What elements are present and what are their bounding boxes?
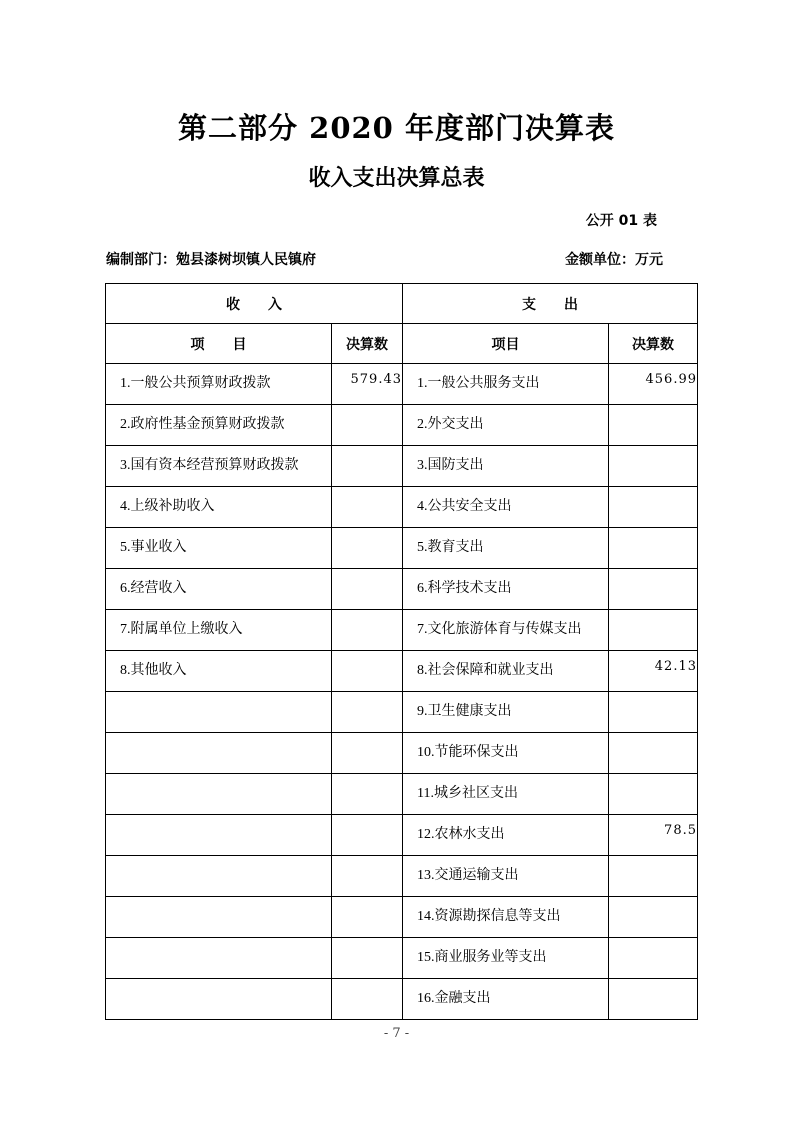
page-number: - 7 - bbox=[383, 1026, 410, 1041]
expenditure-item bbox=[403, 651, 609, 692]
income-amount bbox=[332, 979, 403, 1020]
table-row bbox=[106, 446, 698, 487]
expenditure-item-number: 4. bbox=[417, 499, 428, 514]
income-section-header: 收 入 bbox=[106, 284, 403, 324]
income-item-number: 4. bbox=[120, 499, 131, 514]
income-item-label: 政府性基金预算财政拨款 bbox=[130, 416, 285, 432]
expenditure-amount-value: 42.13 bbox=[654, 659, 697, 674]
expenditure-amount-value bbox=[609, 446, 697, 454]
expenditure-amount bbox=[609, 733, 698, 774]
expenditure-amount bbox=[609, 651, 698, 692]
expenditure-amount-value bbox=[609, 569, 697, 577]
table-row bbox=[106, 938, 698, 979]
expenditure-amount bbox=[609, 897, 698, 938]
income-amount bbox=[332, 897, 403, 938]
income-item bbox=[106, 938, 332, 979]
budget-table bbox=[105, 283, 698, 1020]
income-amount bbox=[332, 364, 403, 405]
expenditure-item bbox=[403, 938, 609, 979]
income-amount-value bbox=[332, 610, 402, 618]
income-item-label: 事业收入 bbox=[130, 539, 187, 555]
income-amount bbox=[332, 856, 403, 897]
income-item bbox=[106, 487, 332, 528]
expenditure-amount-value bbox=[609, 610, 697, 618]
page-title: 第二部分 2020 年度部门决算表 bbox=[178, 111, 615, 145]
income-item bbox=[106, 405, 332, 446]
expenditure-amount-value bbox=[609, 692, 697, 700]
expenditure-amount bbox=[609, 487, 698, 528]
table-row bbox=[106, 610, 698, 651]
income-item-number: 1. bbox=[120, 376, 131, 391]
income-amount-value bbox=[332, 774, 402, 782]
expenditure-amount bbox=[609, 774, 698, 815]
expenditure-amount-value bbox=[609, 774, 697, 782]
income-item-number: 2. bbox=[120, 417, 131, 432]
expenditure-item-label: 教育支出 bbox=[427, 539, 484, 555]
expenditure-item-number: 12. bbox=[417, 827, 435, 842]
table-row bbox=[106, 897, 698, 938]
expenditure-item bbox=[403, 815, 609, 856]
expenditure-item-number: 3. bbox=[417, 458, 428, 473]
expenditure-item-number: 2. bbox=[417, 417, 428, 432]
table-row bbox=[106, 815, 698, 856]
income-amount bbox=[332, 405, 403, 446]
income-amount bbox=[332, 733, 403, 774]
expenditure-item-label: 外交支出 bbox=[427, 416, 484, 432]
column-header-row bbox=[106, 324, 698, 364]
income-amount bbox=[332, 610, 403, 651]
income-amount bbox=[332, 487, 403, 528]
expenditure-amount-value bbox=[609, 733, 697, 741]
expenditure-item-number: 8. bbox=[417, 663, 428, 678]
expenditure-amount bbox=[609, 364, 698, 405]
expenditure-amount-value bbox=[609, 528, 697, 536]
income-amount-value bbox=[332, 405, 402, 413]
income-item bbox=[106, 569, 332, 610]
income-amount-value bbox=[332, 692, 402, 700]
income-item bbox=[106, 774, 332, 815]
expenditure-item bbox=[403, 979, 609, 1020]
income-item-number: 8. bbox=[120, 663, 131, 678]
income-amount bbox=[332, 569, 403, 610]
income-amount-value bbox=[332, 897, 402, 905]
expenditure-amount bbox=[609, 569, 698, 610]
expenditure-item-label: 资源勘探信息等支出 bbox=[434, 908, 561, 924]
income-amount-header: 决算数 bbox=[332, 324, 403, 364]
section-header-row bbox=[106, 284, 698, 324]
expenditure-item bbox=[403, 856, 609, 897]
department-label: 编制部门：勉县漆树坝镇人民镇府 bbox=[106, 252, 316, 268]
income-amount-value bbox=[332, 651, 402, 659]
expenditure-amount bbox=[609, 815, 698, 856]
income-amount bbox=[332, 774, 403, 815]
expenditure-amount-value bbox=[609, 405, 697, 413]
expenditure-item-number: 13. bbox=[417, 868, 435, 883]
income-amount bbox=[332, 815, 403, 856]
income-amount bbox=[332, 692, 403, 733]
table-row bbox=[106, 528, 698, 569]
expenditure-item-number: 11. bbox=[417, 786, 434, 801]
expenditure-amount-value bbox=[609, 897, 697, 905]
expenditure-item-label: 交通运输支出 bbox=[434, 867, 519, 883]
income-item bbox=[106, 528, 332, 569]
income-amount-value bbox=[332, 856, 402, 864]
expenditure-item bbox=[403, 364, 609, 405]
expenditure-item-header: 项目 bbox=[403, 324, 609, 364]
expenditure-amount bbox=[609, 938, 698, 979]
expenditure-item-number: 16. bbox=[417, 991, 435, 1006]
expenditure-item-number: 1. bbox=[417, 376, 428, 391]
income-item bbox=[106, 815, 332, 856]
income-amount-value bbox=[332, 569, 402, 577]
income-amount-value: 579.43 bbox=[350, 372, 402, 387]
expenditure-amount-value bbox=[609, 938, 697, 946]
income-amount-value bbox=[332, 979, 402, 987]
income-item-label: 上级补助收入 bbox=[130, 498, 215, 514]
income-amount bbox=[332, 651, 403, 692]
income-item bbox=[106, 610, 332, 651]
expenditure-item-label: 公共安全支出 bbox=[427, 498, 512, 514]
table-row bbox=[106, 774, 698, 815]
table-row bbox=[106, 856, 698, 897]
expenditure-item-number: 7. bbox=[417, 622, 428, 637]
income-amount bbox=[332, 446, 403, 487]
expenditure-item bbox=[403, 733, 609, 774]
income-item bbox=[106, 979, 332, 1020]
income-item-label: 附属单位上缴收入 bbox=[130, 621, 243, 637]
expenditure-item bbox=[403, 610, 609, 651]
expenditure-amount bbox=[609, 528, 698, 569]
expenditure-item bbox=[403, 446, 609, 487]
expenditure-item bbox=[403, 569, 609, 610]
table-row bbox=[106, 692, 698, 733]
income-item-label: 经营收入 bbox=[130, 580, 187, 596]
expenditure-item-label: 农林水支出 bbox=[434, 826, 505, 842]
expenditure-item-label: 文化旅游体育与传媒支出 bbox=[427, 621, 582, 637]
expenditure-item-label: 社会保障和就业支出 bbox=[427, 662, 554, 678]
income-amount-value bbox=[332, 733, 402, 741]
unit-label: 金额单位：万元 bbox=[565, 252, 663, 268]
expenditure-item-label: 城乡社区支出 bbox=[433, 785, 518, 801]
table-row bbox=[106, 733, 698, 774]
expenditure-amount-value: 456.99 bbox=[645, 372, 697, 387]
table-row bbox=[106, 364, 698, 405]
income-item bbox=[106, 692, 332, 733]
expenditure-amount bbox=[609, 610, 698, 651]
expenditure-item-number: 14. bbox=[417, 909, 435, 924]
income-item bbox=[106, 856, 332, 897]
table-code: 公开 01 表 bbox=[585, 213, 657, 229]
expenditure-item-label: 卫生健康支出 bbox=[427, 703, 512, 719]
income-amount bbox=[332, 528, 403, 569]
income-item bbox=[106, 364, 332, 405]
income-amount-value bbox=[332, 528, 402, 536]
expenditure-item bbox=[403, 897, 609, 938]
income-item-label: 其他收入 bbox=[130, 662, 187, 678]
income-item-number: 3. bbox=[120, 458, 131, 473]
income-amount bbox=[332, 938, 403, 979]
expenditure-item-label: 金融支出 bbox=[434, 990, 491, 1006]
income-item-number: 7. bbox=[120, 622, 131, 637]
income-item-label: 一般公共预算财政拨款 bbox=[130, 375, 271, 391]
expenditure-amount bbox=[609, 405, 698, 446]
expenditure-amount bbox=[609, 446, 698, 487]
expenditure-item bbox=[403, 774, 609, 815]
income-item bbox=[106, 897, 332, 938]
expenditure-item bbox=[403, 528, 609, 569]
income-amount-value bbox=[332, 487, 402, 495]
income-item-number: 6. bbox=[120, 581, 131, 596]
expenditure-item-number: 10. bbox=[417, 745, 435, 760]
income-amount-value bbox=[332, 815, 402, 823]
expenditure-item bbox=[403, 692, 609, 733]
table-row bbox=[106, 651, 698, 692]
expenditure-item bbox=[403, 405, 609, 446]
expenditure-amount-value bbox=[609, 856, 697, 864]
income-item bbox=[106, 446, 332, 487]
expenditure-item-number: 6. bbox=[417, 581, 428, 596]
expenditure-amount bbox=[609, 979, 698, 1020]
expenditure-amount-header: 决算数 bbox=[609, 324, 698, 364]
table-row bbox=[106, 979, 698, 1020]
table-row bbox=[106, 487, 698, 528]
expenditure-amount bbox=[609, 856, 698, 897]
table-row bbox=[106, 569, 698, 610]
income-item-number: 5. bbox=[120, 540, 131, 555]
income-item bbox=[106, 651, 332, 692]
table-title: 收入支出决算总表 bbox=[308, 166, 485, 191]
expenditure-item-number: 15. bbox=[417, 950, 435, 965]
expenditure-item-number: 5. bbox=[417, 540, 428, 555]
expenditure-item-label: 节能环保支出 bbox=[434, 744, 519, 760]
table-row bbox=[106, 405, 698, 446]
income-amount-value bbox=[332, 446, 402, 454]
income-item-header: 项 目 bbox=[106, 324, 332, 364]
expenditure-amount bbox=[609, 692, 698, 733]
income-amount-value bbox=[332, 938, 402, 946]
income-item-label: 国有资本经营预算财政拨款 bbox=[130, 457, 299, 473]
expenditure-amount-value: 78.5 bbox=[664, 823, 697, 838]
income-item bbox=[106, 733, 332, 774]
expenditure-item-label: 国防支出 bbox=[427, 457, 484, 473]
expenditure-item-label: 科学技术支出 bbox=[427, 580, 512, 596]
expenditure-item bbox=[403, 487, 609, 528]
expenditure-amount-value bbox=[609, 979, 697, 987]
expenditure-amount-value bbox=[609, 487, 697, 495]
expenditure-item-label: 一般公共服务支出 bbox=[427, 375, 540, 391]
expenditure-item-number: 9. bbox=[417, 704, 428, 719]
expenditure-section-header: 支 出 bbox=[403, 284, 698, 324]
expenditure-item-label: 商业服务业等支出 bbox=[434, 949, 547, 965]
